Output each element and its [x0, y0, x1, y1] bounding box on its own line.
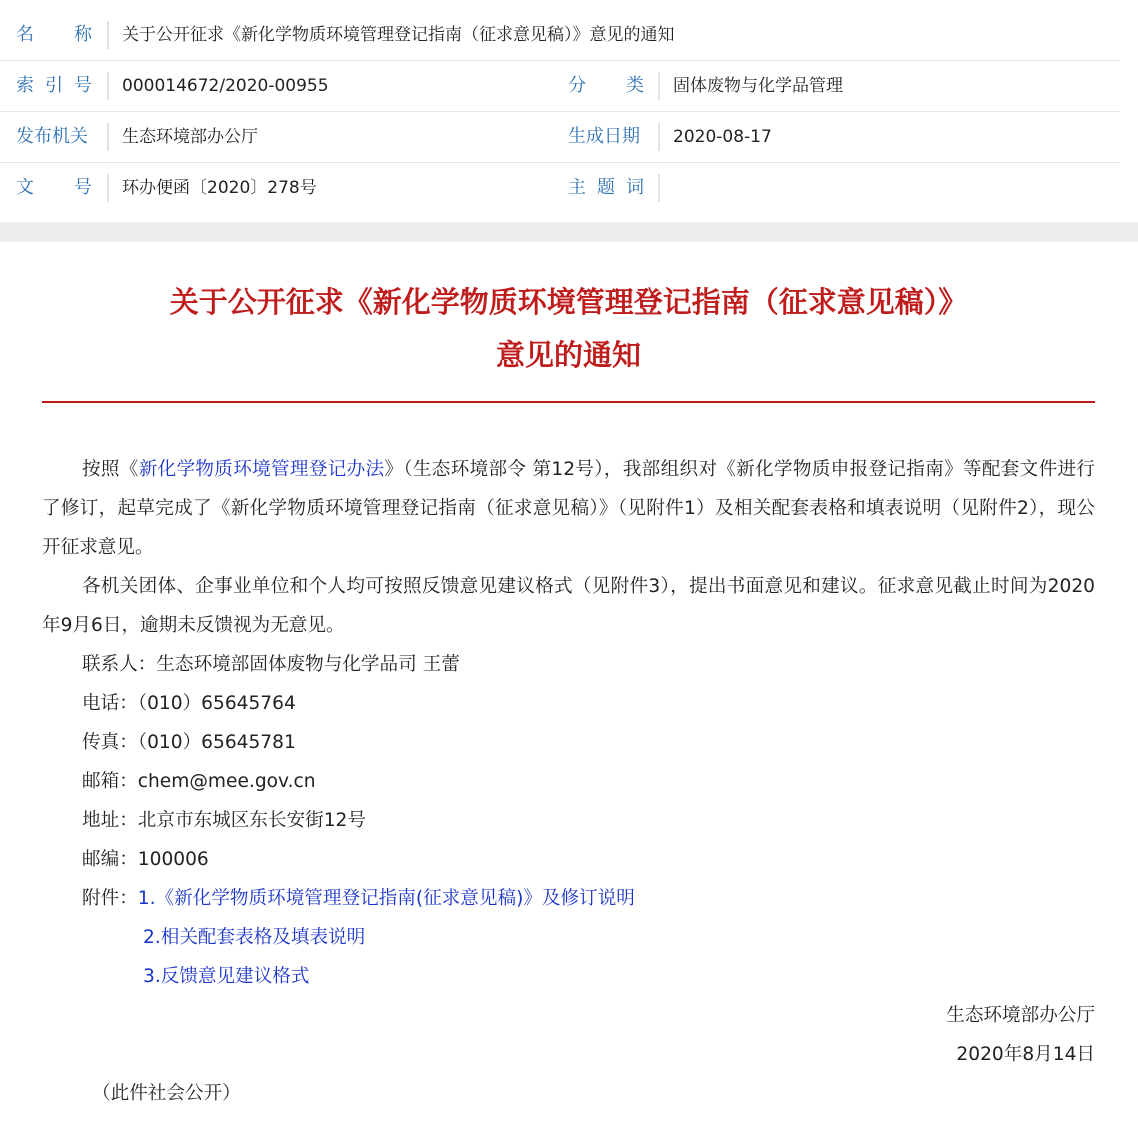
paragraph-1: 按照《新化学物质环境管理登记办法》（生态环境部令 第12号），我部组织对《新化学物质申报登记指南》等配套文件进行了修订，起草完成了《新化学物质环境管理登记指南（征求意见稿）》（见附件1）及相关配套表格和填表说明（见附件2），现公开征求意见。 [42, 459, 1095, 558]
meta-row-index [0, 61, 1120, 112]
email-line: 邮箱：chem@mee.gov.cn [82, 771, 316, 792]
separator [107, 123, 109, 151]
category-value: 固体废物与化学品管理 [673, 76, 843, 96]
title-line-1: 关于公开征求《新化学物质环境管理登记指南（征求意见稿）》 [169, 285, 968, 319]
section-divider [0, 222, 1138, 242]
separator [107, 72, 109, 100]
contact-line: 联系人：生态环境部固体废物与化学品司 王蕾 [82, 654, 460, 675]
meta-row-docno [0, 163, 1120, 213]
docno-value: 环办便函〔2020〕278号 [122, 178, 317, 198]
title-line-2: 意见的通知 [495, 338, 641, 372]
attachment-row-3 [42, 957, 1095, 996]
index-value: 000014672/2020-00955 [122, 76, 329, 96]
attachments-label: 附件： [82, 888, 138, 909]
document-body [42, 450, 1095, 996]
separator [107, 174, 109, 202]
regulation-link[interactable]: 新化学物质环境管理登记办法 [138, 459, 385, 480]
separator [658, 72, 660, 100]
postcode-line: 邮编：100006 [82, 849, 209, 870]
public-note: （此件社会公开） [92, 1083, 241, 1104]
attachment-row-2 [42, 918, 1095, 957]
signature-date: 2020年8月14日 [956, 1044, 1095, 1065]
metadata-table [0, 0, 1138, 222]
title-rule [42, 401, 1095, 403]
name-label: 名 称 [16, 24, 92, 45]
signature-org: 生态环境部办公厅 [946, 1005, 1095, 1026]
keywords-label: 主 题 词 [568, 177, 644, 198]
phone-line: 电话：（010）65645764 [82, 693, 296, 714]
attachments-row [42, 879, 1095, 918]
date-label: 生成日期 [568, 126, 640, 147]
issuer-label: 发布机关 [16, 126, 88, 147]
issuer-value: 生态环境部办公厅 [122, 127, 258, 147]
separator [107, 21, 109, 49]
attachment-link-1[interactable]: 1.《新化学物质环境管理登记指南(征求意见稿)》及修订说明 [137, 888, 635, 909]
attachment-link-2[interactable]: 2.相关配套表格及填表说明 [143, 927, 366, 948]
address-line: 地址：北京市东城区东长安街12号 [82, 810, 366, 831]
fax-line: 传真：（010）65645781 [82, 732, 296, 753]
attachment-link-3[interactable]: 3.反馈意见建议格式 [143, 966, 310, 987]
document-title [42, 276, 1095, 382]
meta-row-name [0, 10, 1120, 61]
paragraph-2: 各机关团体、企事业单位和个人均可按照反馈意见建议格式（见附件3），提出书面意见和建议。征求意见截止时间为2020年9月6日，逾期未反馈视为无意见。 [42, 576, 1095, 636]
category-label: 分 类 [568, 75, 644, 96]
name-value: 关于公开征求《新化学物质环境管理登记指南（征求意见稿）》意见的通知 [122, 25, 675, 45]
separator [658, 123, 660, 151]
separator [658, 174, 660, 202]
index-label: 索 引 号 [16, 75, 92, 96]
docno-label: 文 号 [16, 177, 92, 198]
date-value: 2020-08-17 [673, 127, 772, 147]
meta-row-issuer [0, 112, 1120, 163]
